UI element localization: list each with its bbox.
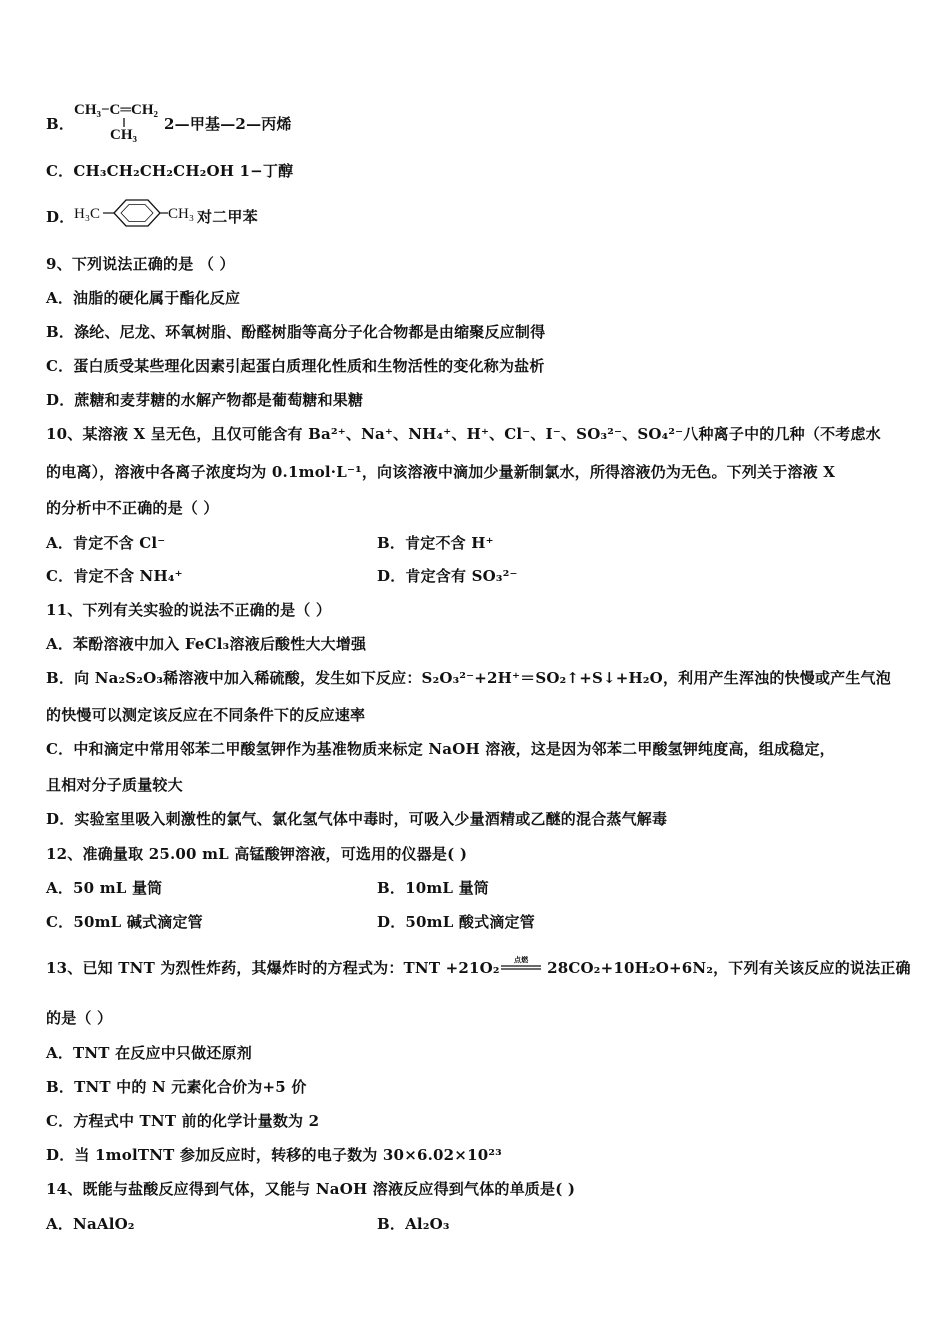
q13-option-b: B．TNT 中的 N 元素化合价为+5 价 — [46, 1078, 307, 1096]
reaction-condition: 点燃 — [513, 956, 529, 964]
q11-stem: 11、下列有关实验的说法不正确的是（ ） — [46, 601, 332, 619]
q13-option-d: D．当 1molTNT 参加反应时，转移的电子数为 30×6.02×10²³ — [46, 1146, 502, 1164]
q9-option-a: A．油脂的硬化属于酯化反应 — [46, 289, 241, 307]
xylene-right-methyl: CH₃ — [168, 206, 195, 222]
q10-stem-line2: 的电离），溶液中各离子浓度均为 0.1mol·L⁻¹，向该溶液中滴加少量新制氯水，所得溶液仍为无色。下列关于溶液 X — [46, 463, 836, 481]
q13-option-c: C．方程式中 TNT 前的化学计量数为 2 — [46, 1112, 320, 1130]
q10-option-b: B．肯定不含 H⁺ — [377, 534, 494, 552]
q9-stem: 9、下列说法正确的是 （ ） — [46, 255, 235, 273]
q10-stem-line1: 10、某溶液 X 呈无色，且仅可能含有 Ba²⁺、Na⁺、NH₄⁺、H⁺、Cl⁻、I⁻、SO₃²⁻、SO₄²⁻八种离子中的几种（不考虑水 — [46, 425, 881, 443]
q9-option-d: D．蔗糖和麦芽糖的水解产物都是葡萄糖和果糖 — [46, 391, 364, 409]
structure-bottom-text: CH₃ — [110, 127, 137, 142]
q13-stem-pre: 13、已知 TNT 为烈性炸药，其爆炸时的方程式为：TNT +21O₂ — [46, 959, 500, 977]
q10-option-d: D．肯定含有 SO₃²⁻ — [377, 567, 518, 585]
q10-option-c: C．肯定不含 NH₄⁺ — [46, 567, 183, 585]
q13-option-a: A．TNT 在反应中只做还原剂 — [46, 1044, 252, 1062]
q12-stem: 12、准确量取 25.00 mL 高锰酸钾溶液，可选用的仪器是( ) — [46, 845, 468, 863]
q9-option-b: B．涤纶、尼龙、环氧树脂、酚醛树脂等高分子化合物都是由缩聚反应制得 — [46, 323, 546, 341]
q11-option-c-line1: C．中和滴定中常用邻苯二甲酸氢钾作为基准物质来标定 NaOH 溶液，这是因为邻苯二甲酸氢钾纯度高，组成稳定， — [46, 740, 835, 758]
para-xylene-structure — [74, 197, 198, 233]
structure-top-text: CH₃−C═CH₂ — [74, 102, 159, 118]
q8-option-d-label: D． — [46, 208, 75, 226]
q8-option-c-label: C． — [46, 162, 74, 180]
q8-option-c-formula: CH₃CH₂CH₂CH₂OH 1−丁醇 — [73, 162, 294, 180]
q12-option-d: D．50mL 酸式滴定管 — [377, 913, 535, 931]
q13-stem-line1 — [46, 958, 911, 979]
q13-stem-post: 28CO₂+10H₂O+6N₂，下列有关该反应的说法正确 — [541, 959, 911, 977]
q9-option-c: C．蛋白质受某些理化因素引起蛋白质理化性质和生物活性的变化称为盐析 — [46, 357, 545, 375]
xylene-left-methyl: H₃C — [74, 206, 101, 222]
q14-option-b: B．Al₂O₃ — [377, 1215, 450, 1233]
q11-option-b-line2: 的快慢可以测定该反应在不同条件下的反应速率 — [46, 706, 366, 724]
q11-option-c-line2: 且相对分子质量较大 — [46, 776, 183, 794]
q8-option-d — [46, 207, 74, 227]
q8-option-c — [46, 161, 293, 181]
q8-option-b — [46, 114, 74, 134]
reaction-arrow — [500, 956, 542, 979]
q11-option-a: A．苯酚溶液中加入 FeCl₃溶液后酸性大大增强 — [46, 635, 367, 653]
q14-stem: 14、既能与盐酸反应得到气体，又能与 NaOH 溶液反应得到气体的单质是( ) — [46, 1180, 576, 1198]
q8-option-b-label: B． — [46, 115, 75, 133]
q12-option-a: A．50 mL 量筒 — [46, 879, 163, 897]
methylpropene-structure — [72, 98, 167, 142]
q12-option-c: C．50mL 碱式滴定管 — [46, 913, 203, 931]
q10-stem-line3: 的分析中不正确的是（ ） — [46, 499, 219, 517]
q14-option-a: A．NaAlO₂ — [46, 1215, 135, 1233]
q10-option-a: A．肯定不含 Cl⁻ — [46, 534, 166, 552]
q8-option-b-name: 2—甲基—2—丙烯 — [164, 115, 292, 133]
q11-option-d: D．实验室里吸入刺激性的氯气、氯化氢气体中毒时，可吸入少量酒精或乙醚的混合蒸气解毒 — [46, 810, 668, 828]
q8-option-d-name: 对二甲苯 — [197, 208, 258, 226]
q11-option-b-line1: B．向 Na₂S₂O₃稀溶液中加入稀硫酸，发生如下反应：S₂O₃²⁻+2H⁺＝SO₂↑+S↓+H₂O，利用产生浑浊的快慢或产生气泡 — [46, 669, 891, 687]
q13-stem-line2: 的是（ ） — [46, 1009, 113, 1027]
q12-option-b: B．10mL 量筒 — [377, 879, 489, 897]
